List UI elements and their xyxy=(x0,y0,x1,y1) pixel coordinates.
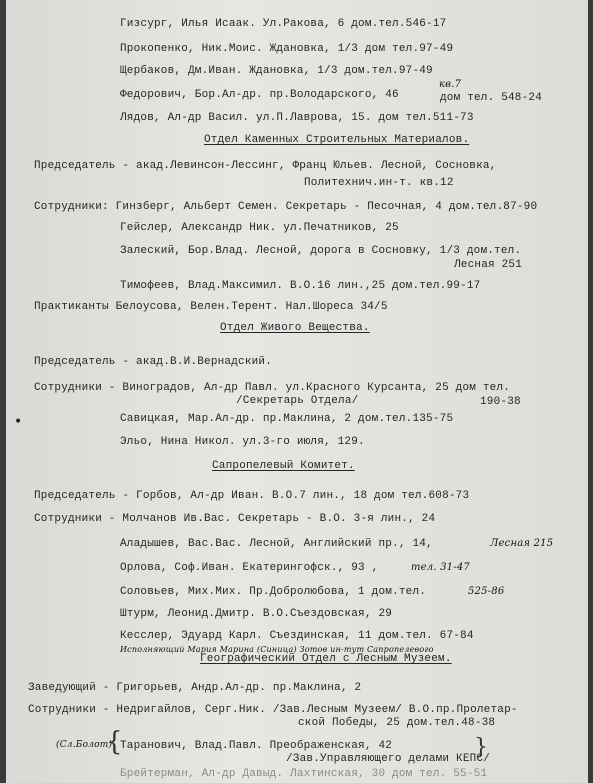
handwritten-note: 525-86 xyxy=(468,586,505,597)
section-heading: Отдел Живого Вещества. xyxy=(220,322,370,334)
handwritten-note: Лесная 215 xyxy=(490,538,554,549)
bullet-mark: • xyxy=(14,414,23,430)
text-line: ской Победы, 25 дом.тел.48-38 xyxy=(298,717,496,729)
handwritten-note: тел. 31-47 xyxy=(411,562,470,573)
text-line: Сотрудники - Недригайлов, Серг.Ник. /Зав.Лесным Музеем/ В.О.пр.Пролетар- xyxy=(28,704,518,716)
text-line: Председатель - акад.В.И.Вернадский. xyxy=(34,356,273,368)
handwritten-note: Исполняющий Мария Марина (Синица) Зотов ин-тут Сапропелевого xyxy=(120,645,434,654)
text-line: Председатель - акад.Левинсон-Лессинг, Франц Юльев. Лесной, Сосновка, xyxy=(34,160,497,172)
text-line: Председатель - Горбов, Ал-др Иван. В.О.7 лин., 18 дом тел.608-73 xyxy=(34,490,470,502)
text-line: /Зав.Управляющего делами КЕПС/ xyxy=(286,753,491,765)
text-line: 190-38 xyxy=(480,396,521,408)
handwritten-note: кв.7 xyxy=(439,79,462,90)
text-line: Соловьев, Мих.Мих. Пр.Добролюбова, 1 дом.тел. xyxy=(120,586,427,598)
text-line: Штурм, Леонид.Дмитр. В.О.Съездовская, 29 xyxy=(120,608,393,620)
text-line: Савицкая, Мар.Ал-др. пр.Маклина, 2 дом.тел.135-75 xyxy=(120,413,454,425)
text-line: Сотрудники - Виноградов, Ал-др Павл. ул.Красного Курсанта, 25 дом тел. xyxy=(34,382,511,394)
text-line: Брейтерман, Ал-др Давыд. Лахтинская, 30 дом тел. 55-51 xyxy=(120,768,488,780)
text-line: Лядов, Ал-др Васил. ул.П.Лаврова, 15. дом тел.511-73 xyxy=(120,112,474,124)
text-line: Щербаков, Дм.Иван. Ждановка, 1/3 дом.тел.97-49 xyxy=(120,65,433,77)
text-line: Аладышев, Вас.Вас. Лесной, Английский пр., 14, xyxy=(120,538,433,550)
text-line: Эльо, Нина Никол. ул.3-го июля, 129. xyxy=(120,436,365,448)
text-line: Прокопенко, Ник.Моис. Ждановка, 1/3 дом тел.97-49 xyxy=(120,43,454,55)
text-line: Гизсург, Илья Исаак. Ул.Ракова, 6 дом.тел.546-17 xyxy=(120,18,447,30)
section-heading: Отдел Каменных Строительных Материалов. xyxy=(204,134,470,146)
text-line: /Секретарь Отдела/ xyxy=(236,395,359,407)
text-line: Залеский, Бор.Влад. Лесной, дорога в Сосновку, 1/3 дом.тел. xyxy=(120,245,522,257)
text-line: Политехнич.ин-т. кв.12 xyxy=(304,177,454,189)
text-line: Сотрудники - Молчанов Ив.Вас. Секретарь - В.О. 3-я лин., 24 xyxy=(34,513,436,525)
text-line: Заведующий - Григорьев, Андр.Ал-др. пр.Маклина, 2 xyxy=(28,682,362,694)
text-line: Лесная 251 xyxy=(454,259,523,271)
section-heading: Сапропелевый Комитет. xyxy=(212,460,355,472)
section-heading: Географический Отдел с Лесным Музеем. xyxy=(200,653,452,665)
text-line: Федорович, Бор.Ал-др. пр.Володарского, 46 xyxy=(120,89,399,101)
handwritten-note: (Сл.Болот) xyxy=(56,740,113,750)
text-line: Тимофеев, Влад.Максимил. В.О.16 лин.,25 дом.тел.99-17 xyxy=(120,280,481,292)
document-page xyxy=(6,0,588,783)
text-line: дом тел. 548-24 xyxy=(440,92,543,104)
right-brace-mark: } xyxy=(474,735,488,760)
text-line: Кесслер, Эдуард Карл. Съездинская, 11 дом.тел. 67-84 xyxy=(120,630,474,642)
left-brace-mark: { xyxy=(106,727,123,757)
text-line: Практиканты Белоусова, Велен.Терент. Нал.Шореса 34/5 xyxy=(34,301,388,313)
text-line: Орлова, Соф.Иван. Екатерингофск., 93 , xyxy=(120,562,379,574)
text-line: Таранович, Влад.Павл. Преображенская, 42 xyxy=(120,740,393,752)
text-line: Гейслер, Александр Ник. ул.Печатников, 25 xyxy=(120,222,399,234)
text-line: Сотрудники: Гинзберг, Альберт Семен. Секретарь - Песочная, 4 дом.тел.87-90 xyxy=(34,201,538,213)
